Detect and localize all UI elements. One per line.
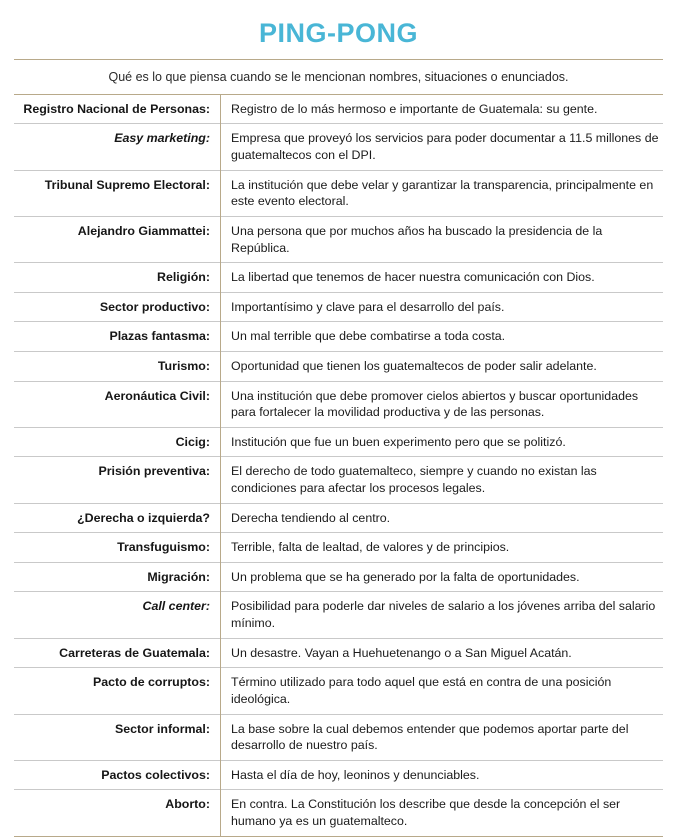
prompt-cell: Pacto de corruptos:	[14, 668, 221, 714]
table-row	[14, 714, 663, 760]
answer-cell: Término utilizado para todo aquel que está en contra de una posición ideológica.	[221, 668, 664, 714]
ping-pong-table-body	[14, 94, 663, 835]
prompt-cell: Plazas fantasma:	[14, 322, 221, 352]
ping-pong-table	[14, 94, 663, 836]
table-row	[14, 592, 663, 638]
prompt-cell: Tribunal Supremo Electoral:	[14, 170, 221, 216]
table-row	[14, 790, 663, 836]
table-row	[14, 562, 663, 592]
answer-cell: Un desastre. Vayan a Huehuetenango o a San Miguel Acatán.	[221, 638, 664, 668]
table-row	[14, 170, 663, 216]
answer-cell: En contra. La Constitución los describe que desde la concepción el ser humano ya es un guatemalteco.	[221, 790, 664, 836]
answer-cell: Derecha tendiendo al centro.	[221, 503, 664, 533]
answer-cell: Registro de lo más hermoso e importante de Guatemala: su gente.	[221, 94, 664, 124]
table-row	[14, 322, 663, 352]
table-row	[14, 457, 663, 503]
table-row	[14, 533, 663, 563]
table-row	[14, 292, 663, 322]
prompt-cell: Sector productivo:	[14, 292, 221, 322]
prompt-cell: Turismo:	[14, 351, 221, 381]
answer-cell: El derecho de todo guatemalteco, siempre y cuando no existan las condiciones para afectar los procesos legales.	[221, 457, 664, 503]
prompt-cell: Alejandro Giammattei:	[14, 216, 221, 262]
answer-cell: Hasta el día de hoy, leoninos y denunciables.	[221, 760, 664, 790]
answer-cell: Una persona que por muchos años ha buscado la presidencia de la República.	[221, 216, 664, 262]
table-row	[14, 760, 663, 790]
prompt-cell: Religión:	[14, 263, 221, 293]
prompt-cell: Aborto:	[14, 790, 221, 836]
table-row	[14, 427, 663, 457]
answer-cell: Terrible, falta de lealtad, de valores y de principios.	[221, 533, 664, 563]
prompt-cell: Migración:	[14, 562, 221, 592]
table-row	[14, 668, 663, 714]
table-row	[14, 381, 663, 427]
bottom-divider	[14, 836, 663, 837]
answer-cell: La institución que debe velar y garantizar la transparencia, principalmente en este evento electoral.	[221, 170, 664, 216]
answer-cell: Posibilidad para poderle dar niveles de salario a los jóvenes arriba del salario mínimo.	[221, 592, 664, 638]
prompt-cell: Prisión preventiva:	[14, 457, 221, 503]
prompt-cell: Carreteras de Guatemala:	[14, 638, 221, 668]
page-title: PING-PONG	[258, 18, 418, 48]
table-row	[14, 124, 663, 170]
table-row	[14, 263, 663, 293]
answer-cell: Un mal terrible que debe combatirse a toda costa.	[221, 322, 664, 352]
table-row	[14, 351, 663, 381]
table-row	[14, 503, 663, 533]
answer-cell: Oportunidad que tienen los guatemaltecos de poder salir adelante.	[221, 351, 664, 381]
prompt-cell: Easy marketing:	[14, 124, 221, 170]
table-row	[14, 216, 663, 262]
prompt-cell: Transfuguismo:	[14, 533, 221, 563]
answer-cell: Una institución que debe promover cielos abiertos y buscar oportunidades para fortalecer la movilidad productiva y de las personas.	[221, 381, 664, 427]
prompt-cell: Registro Nacional de Personas:	[14, 94, 221, 124]
answer-cell: Un problema que se ha generado por la falta de oportunidades.	[221, 562, 664, 592]
table-row	[14, 94, 663, 124]
answer-cell: La libertad que tenemos de hacer nuestra comunicación con Dios.	[221, 263, 664, 293]
prompt-cell: Sector informal:	[14, 714, 221, 760]
prompt-cell: Aeronáutica Civil:	[14, 381, 221, 427]
prompt-cell: ¿Derecha o izquierda?	[14, 503, 221, 533]
answer-cell: Institución que fue un buen experimento pero que se politizó.	[221, 427, 664, 457]
answer-cell: Importantísimo y clave para el desarrollo del país.	[221, 292, 664, 322]
prompt-cell: Call center:	[14, 592, 221, 638]
table-row	[14, 638, 663, 668]
answer-cell: La base sobre la cual debemos entender que podemos aportar parte del desarrollo de nuestro país.	[221, 714, 664, 760]
prompt-cell: Pactos colectivos:	[14, 760, 221, 790]
article-subtitle: Qué es lo que piensa cuando se le mencionan nombres, situaciones o enunciados.	[108, 70, 569, 84]
answer-cell: Empresa que proveyó los servicios para poder documentar a 11.5 millones de guatemaltecos con el DPI.	[221, 124, 664, 170]
prompt-cell: Cicig:	[14, 427, 221, 457]
